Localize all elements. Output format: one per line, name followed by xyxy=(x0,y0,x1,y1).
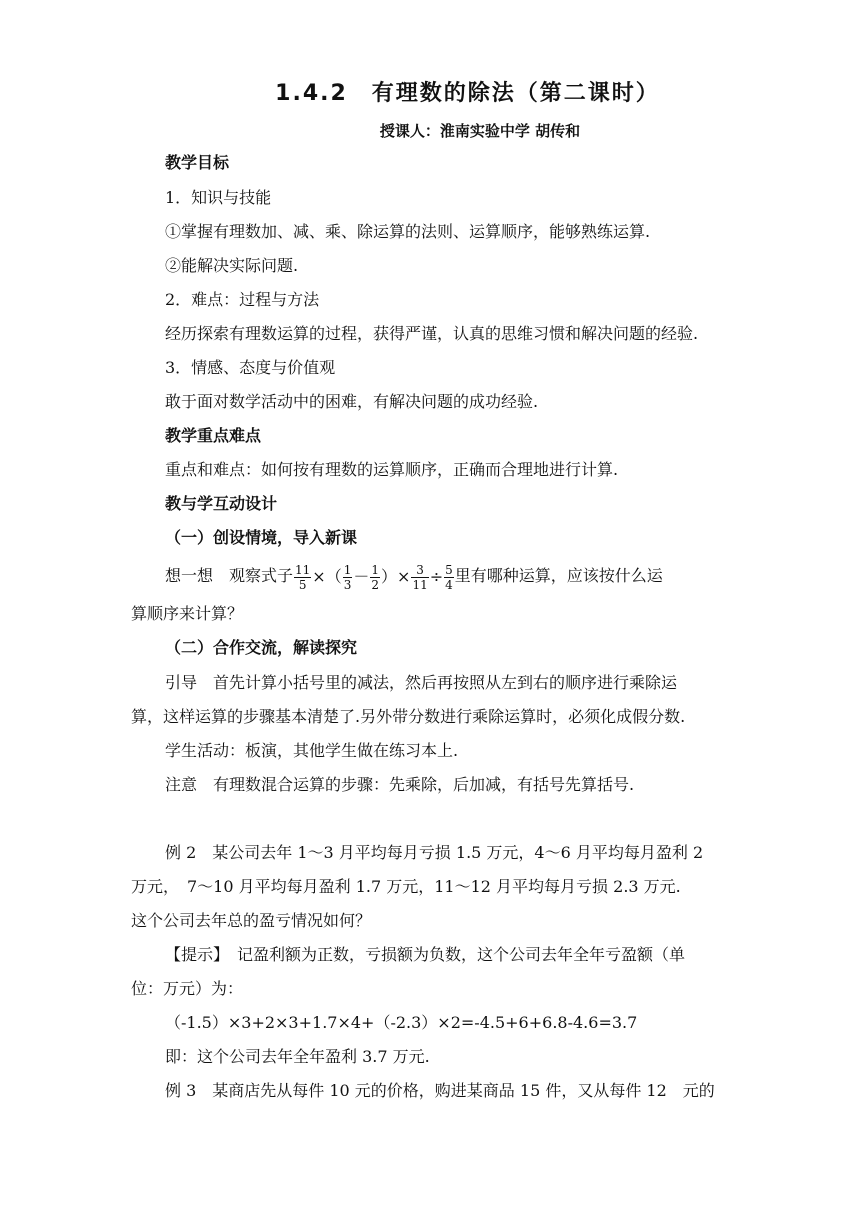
goal-1: 1．知识与技能 xyxy=(165,188,272,207)
heading-design: 教与学互动设计 xyxy=(165,494,278,513)
fraction: $\frac{11}{5}$ xyxy=(295,562,311,592)
guide-line-1: 引导 首先计算小括号里的减法，然后再按照从左到右的顺序进行乘除运 xyxy=(165,673,678,692)
calc-line: （-1.5）×3+2×3+1.7×4+（-2.3）×2=-4.5+6+6.8-4.6=3.7 xyxy=(165,1013,638,1032)
think-line xyxy=(165,556,663,596)
goal-1b: ②能解决实际问题. xyxy=(165,256,299,275)
math-expression: $\frac{11}{5}$ ×（ $\frac{1}{3}$ － $\frac{1}{2}$ ）× $\frac{3}{11}$ ÷ $\frac{5}{4}$ xyxy=(295,562,453,592)
student-activity: 学生活动：板演，其他学生做在练习本上. xyxy=(165,741,459,760)
part-2-heading: （二）合作交流，解读探究 xyxy=(165,638,358,657)
key-text: 重点和难点：如何按有理数的运算顺序，正确而合理地进行计算. xyxy=(165,460,619,479)
example-2-line-2: 万元， 7～10 月平均每月盈利 1.7 万元，11～12 月平均每月亏损 2.3 万元. xyxy=(131,877,681,896)
example-3-line-1: 例 3 某商店先从每件 10 元的价格，购进某商品 15 件，又从每件 12 元的 xyxy=(165,1081,715,1100)
fraction: $\frac{1}{2}$ xyxy=(371,562,380,592)
author-line: 授课人：淮南实验中学 胡传和 xyxy=(379,122,581,140)
page-title: 1.4.2 有理数的除法（第二课时） xyxy=(275,81,660,106)
guide-line-2: 算，这样运算的步骤基本清楚了.另外带分数进行乘除运算时，必须化成假分数. xyxy=(131,707,686,726)
fraction: $\frac{3}{11}$ xyxy=(412,562,428,592)
note-line: 注意 有理数混合运算的步骤：先乘除，后加减，有括号先算括号. xyxy=(165,775,635,794)
think-line-2: 算顺序来计算？ xyxy=(131,604,244,623)
fraction: $\frac{5}{4}$ xyxy=(445,562,453,592)
example-2-line-1: 例 2 某公司去年 1～3 月平均每月亏损 1.5 万元，4～6 月平均每月盈利 2 xyxy=(165,843,704,862)
hint-line-1: 【提示】 记盈利额为正数，亏损额为负数，这个公司去年全年亏盈额（单 xyxy=(165,945,686,964)
fraction: $\frac{1}{3}$ xyxy=(343,562,352,592)
goal-1a: ①掌握有理数加、减、乘、除运算的法则、运算顺序，能够熟练运算. xyxy=(165,222,651,241)
goal-2: 2．难点：过程与方法 xyxy=(165,290,320,309)
heading-goals: 教学目标 xyxy=(165,153,230,172)
think-suffix: 里有哪种运算，应该按什么运 xyxy=(454,566,663,585)
goal-3: 3．情感、态度与价值观 xyxy=(165,358,336,377)
think-prefix: 想一想 观察式子 xyxy=(165,566,294,585)
goal-3a: 敢于面对数学活动中的困难，有解决问题的成功经验. xyxy=(165,392,539,411)
hint-line-2: 位：万元）为： xyxy=(131,979,244,998)
result-line: 即：这个公司去年全年盈利 3.7 万元. xyxy=(165,1047,430,1066)
example-2-line-3: 这个公司去年总的盈亏情况如何？ xyxy=(131,911,372,930)
part-1-heading: （一）创设情境，导入新课 xyxy=(165,528,358,547)
heading-key: 教学重点难点 xyxy=(165,426,262,445)
goal-2a: 经历探索有理数运算的过程，获得严谨，认真的思维习惯和解决问题的经验. xyxy=(165,324,699,343)
